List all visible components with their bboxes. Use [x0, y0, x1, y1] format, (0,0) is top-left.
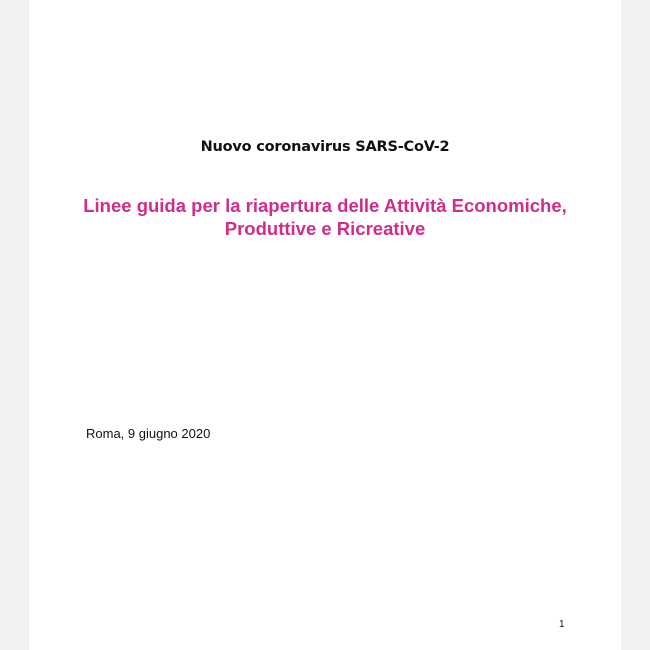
title-line-1: Linee guida per la riapertura delle Attività Economiche, — [83, 195, 567, 216]
document-title — [29, 194, 621, 240]
document-subtitle: Nuovo coronavirus SARS-CoV-2 — [200, 139, 450, 155]
page-number: 1 — [559, 619, 565, 630]
place-date: Roma, 9 giugno 2020 — [86, 426, 211, 441]
title-line-2: Produttive e Ricreative — [224, 218, 426, 239]
document-page — [29, 0, 621, 650]
